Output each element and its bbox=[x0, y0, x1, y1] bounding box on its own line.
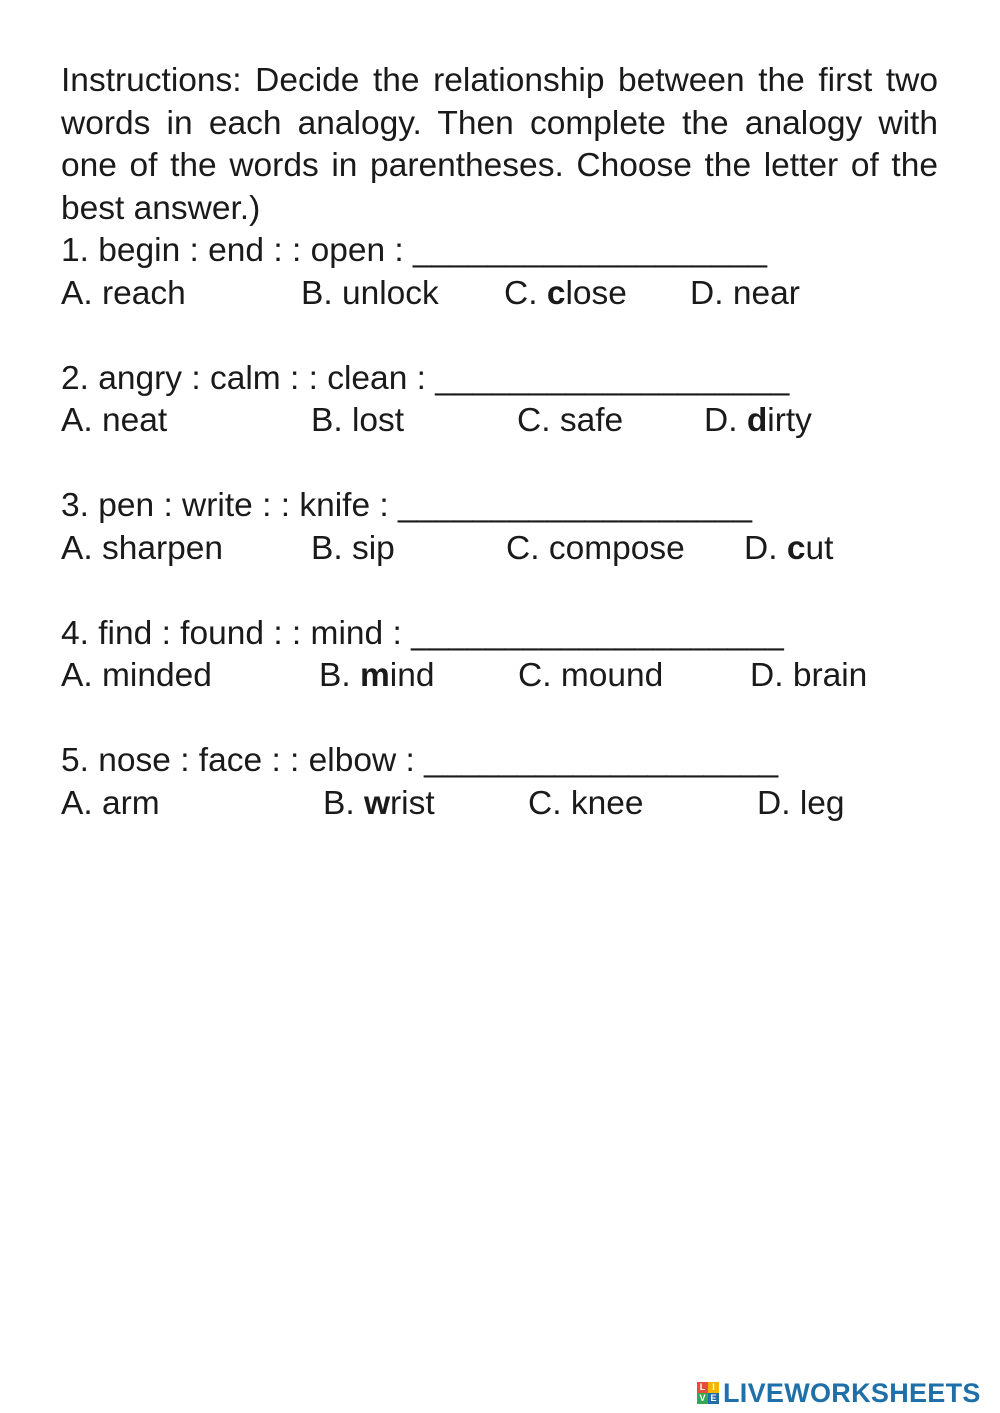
option-prefix: A. bbox=[61, 529, 102, 567]
option-rest: leg bbox=[799, 784, 845, 822]
option-rest: compose bbox=[548, 529, 685, 567]
option-prefix: C. bbox=[506, 529, 549, 567]
option-rest: safe bbox=[559, 402, 624, 439]
option-bold-part: c bbox=[546, 274, 566, 312]
options-row bbox=[61, 783, 938, 826]
option-b[interactable] bbox=[323, 783, 435, 826]
option-rest: ut bbox=[805, 529, 834, 567]
options-row bbox=[61, 400, 938, 443]
option-a[interactable] bbox=[61, 273, 186, 316]
question-3 bbox=[61, 485, 938, 570]
option-rest: near bbox=[732, 274, 800, 312]
option-d[interactable] bbox=[690, 273, 800, 316]
option-c[interactable] bbox=[518, 655, 663, 698]
option-rest: rist bbox=[390, 784, 435, 822]
option-c[interactable] bbox=[506, 528, 685, 571]
option-rest: sip bbox=[351, 529, 395, 567]
liveworksheets-mark-icon bbox=[697, 1382, 719, 1404]
option-prefix: D. bbox=[704, 402, 747, 439]
option-rest: neat bbox=[101, 402, 168, 439]
option-prefix: B. bbox=[301, 274, 342, 312]
option-prefix: B. bbox=[323, 784, 364, 822]
question-prompt: 5. nose : face : : elbow : ___________________ bbox=[61, 742, 779, 779]
option-rest: sharpen bbox=[101, 529, 224, 567]
option-rest: brain bbox=[792, 657, 868, 694]
option-prefix: A. bbox=[61, 402, 102, 439]
option-prefix: A. bbox=[61, 657, 102, 694]
option-rest: lose bbox=[565, 274, 627, 312]
options-row bbox=[61, 528, 938, 571]
logo-text: LIVEWORKSHEETS bbox=[723, 1377, 981, 1408]
options-row bbox=[61, 273, 938, 316]
option-b[interactable] bbox=[319, 655, 434, 698]
option-prefix: C. bbox=[517, 402, 560, 439]
question-2 bbox=[61, 358, 938, 443]
worksheet bbox=[61, 60, 938, 825]
logo-mark-letter: L bbox=[697, 1382, 708, 1393]
option-bold-part: c bbox=[786, 529, 806, 567]
logo-mark-letter: E bbox=[708, 1393, 719, 1404]
option-prefix: D. bbox=[744, 529, 787, 567]
question-prompt: 3. pen : write : : knife : ___________________ bbox=[61, 487, 753, 524]
option-d[interactable] bbox=[750, 655, 867, 698]
logo-mark-letter: I bbox=[708, 1382, 719, 1393]
question-prompt: 2. angry : calm : : clean : ___________________ bbox=[61, 359, 790, 397]
option-d[interactable] bbox=[744, 528, 833, 571]
option-prefix: B. bbox=[311, 529, 352, 567]
option-c[interactable] bbox=[528, 783, 643, 826]
option-a[interactable] bbox=[61, 783, 160, 826]
option-b[interactable] bbox=[311, 528, 395, 571]
option-a[interactable] bbox=[61, 528, 223, 571]
option-prefix: B. bbox=[319, 657, 360, 694]
option-prefix: A. bbox=[61, 274, 102, 312]
option-bold-part: m bbox=[359, 657, 390, 694]
option-prefix: C. bbox=[528, 784, 571, 822]
option-rest: lost bbox=[351, 402, 405, 439]
option-rest: unlock bbox=[341, 274, 439, 312]
option-a[interactable] bbox=[61, 655, 212, 698]
option-bold-part: w bbox=[363, 784, 391, 822]
option-bold-part: d bbox=[746, 402, 768, 439]
option-a[interactable] bbox=[61, 400, 167, 443]
liveworksheets-logo bbox=[697, 1378, 981, 1408]
option-prefix: D. bbox=[750, 657, 793, 694]
option-b[interactable] bbox=[311, 400, 404, 443]
option-rest: arm bbox=[101, 784, 160, 822]
question-prompt: 4. find : found : : mind : ____________________ bbox=[61, 614, 784, 652]
option-d[interactable] bbox=[704, 400, 812, 443]
logo-mark-letter: V bbox=[697, 1393, 708, 1404]
option-c[interactable] bbox=[517, 400, 623, 443]
question-prompt: 1. begin : end : : open : ___________________ bbox=[61, 232, 768, 269]
option-rest: minded bbox=[101, 657, 212, 694]
option-d[interactable] bbox=[757, 783, 845, 826]
option-prefix: A. bbox=[61, 784, 102, 822]
question-1 bbox=[61, 230, 938, 315]
option-rest: reach bbox=[101, 274, 186, 312]
option-c[interactable] bbox=[504, 273, 627, 316]
question-4 bbox=[61, 613, 938, 698]
option-rest: mound bbox=[560, 657, 664, 694]
options-row bbox=[61, 655, 938, 698]
option-prefix: C. bbox=[504, 274, 547, 312]
option-rest: irty bbox=[767, 402, 812, 439]
instructions-text: Instructions: Decide the relationship between the first two words in each analogy. Then complete the analogy with one of the words in parentheses. Choose the letter of the best answer.) bbox=[61, 62, 938, 227]
option-prefix: C. bbox=[518, 657, 561, 694]
option-prefix: D. bbox=[757, 784, 800, 822]
option-rest: knee bbox=[570, 784, 644, 822]
option-prefix: B. bbox=[311, 402, 352, 439]
option-prefix: D. bbox=[690, 274, 733, 312]
option-rest: ind bbox=[389, 657, 435, 694]
question-5 bbox=[61, 740, 938, 825]
option-b[interactable] bbox=[301, 273, 439, 316]
